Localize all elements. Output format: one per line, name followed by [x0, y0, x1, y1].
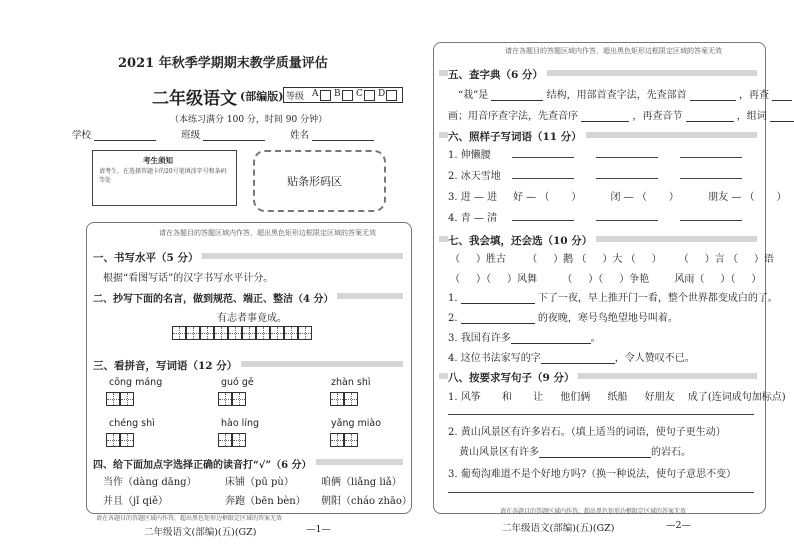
q6-pair-2-left: 闭 — （ — [610, 192, 647, 203]
q8-sentence-3: 3. 葡萄沟难道不是个好地方吗?（换一种说法，使句子意思不变） — [448, 469, 737, 480]
pinyin-grid-cell[interactable] — [344, 433, 358, 447]
subject-title: 二年级语文 — [152, 89, 237, 109]
q7-r2-t4: ）争艳 — [619, 274, 650, 285]
q7-r1-t3: ）大 — [602, 254, 623, 265]
q7-r2-p2: （ — [562, 274, 573, 285]
q5-blank-initial[interactable] — [581, 110, 629, 122]
q8-word-5: 纸船 — [607, 392, 628, 403]
q8-answer-line-3[interactable] — [448, 492, 754, 493]
right-footer: 二年级语文(部编)(五)(GZ) — [502, 523, 615, 534]
q8-answer-line-1[interactable] — [448, 414, 754, 415]
q6-blank-4a[interactable] — [512, 220, 574, 221]
q8-s2b-blank[interactable] — [539, 446, 651, 458]
q7-sentence-1 — [448, 289, 778, 304]
q5-line-1 — [458, 86, 792, 101]
copy-grid-cell[interactable] — [214, 326, 228, 340]
q2-title: 二、抄写下面的名言，做到规范、端正、整洁（4 分） — [93, 290, 337, 305]
q7-r2-t3: ）（ — [588, 274, 604, 285]
q7-r2-t5: 风雨（ — [674, 274, 705, 285]
edition-label: (部编版) — [240, 90, 284, 103]
pinyin-grid-cell[interactable] — [120, 392, 134, 406]
copy-grid-cell[interactable] — [270, 326, 284, 340]
q1-title: 一、书写水平（5 分） — [93, 250, 202, 265]
pinyin-4: chéng shì — [109, 418, 155, 429]
grade-a: A — [312, 89, 319, 99]
q8-sentence-2b — [459, 443, 691, 458]
q6-blank-1c[interactable] — [680, 157, 742, 158]
q4-item-1[interactable]: 当作（dàng dāng） — [103, 477, 197, 488]
pinyin-6: yǎng miào — [331, 418, 382, 429]
q6-pair-3-right: ） — [776, 192, 787, 203]
q6-blank-2a[interactable] — [512, 178, 574, 179]
pinyin-grid-cell[interactable] — [330, 433, 344, 447]
q5-text-1a: “栽”是 — [458, 90, 489, 101]
q5-blank-word[interactable] — [770, 110, 794, 122]
q7-r1-t1: ）胜古 — [476, 254, 506, 265]
q2-quote: 有志者事竟成。 — [217, 313, 287, 324]
q8-word-3: 让 — [533, 392, 544, 403]
grade-c: C — [356, 89, 363, 99]
left-warning: 请在各题目的答题区域内作答，超出黑色矩形边框限定区域的答案无效 — [159, 229, 376, 237]
grade-d: D — [378, 89, 386, 99]
q7-s3-end: 。 — [590, 333, 601, 344]
pinyin-1: cōng máng — [109, 377, 163, 388]
grade-b-checkbox[interactable] — [342, 90, 353, 101]
pinyin-3: zhàn shì — [331, 377, 371, 388]
q8-s2b-end: 的岩石。 — [651, 447, 691, 458]
q8-s2b-text: 黄山风景区有许多 — [459, 447, 539, 458]
grade-box — [283, 87, 403, 103]
q7-s3-text: 3. 我国有许多 — [448, 333, 511, 344]
pinyin-2: guó gē — [221, 377, 254, 388]
q7-r1-p2: （ — [527, 254, 538, 265]
notice-title: 考生须知 — [143, 156, 173, 165]
notice-box — [92, 150, 237, 206]
school-field[interactable] — [94, 129, 156, 141]
q7-s2-blank[interactable] — [461, 312, 535, 324]
q6-item-1: 1. 伸懒腰 — [448, 150, 491, 161]
pinyin-grid-cell[interactable] — [330, 392, 344, 406]
q4-item-4[interactable]: 并且（jǐ qiě） — [103, 496, 168, 507]
grade-d-checkbox[interactable] — [386, 90, 397, 101]
pinyin-5: hào líng — [221, 418, 260, 429]
left-answer-panel — [86, 222, 412, 514]
school-label: 学校 — [72, 130, 92, 141]
q6-pair-1-right: ） — [571, 192, 582, 203]
q7-r2-t6: ）（ — [720, 274, 736, 285]
notice-text: 请考生，在选择答题卡的20号笔填涂字号和条码等处 — [99, 168, 227, 184]
grade-label: 等级 — [286, 92, 305, 102]
q7-sentence-4 — [448, 349, 695, 364]
grade-b: B — [334, 89, 341, 99]
q7-r2-t7: ） — [751, 274, 762, 285]
q6-pair-1-left: 好 — （ — [513, 192, 550, 203]
q6-item-3: 3. 进 — 进 — [448, 192, 498, 203]
pinyin-grid-cell[interactable] — [232, 433, 246, 447]
pinyin-grid-cell[interactable] — [120, 433, 134, 447]
q5-text-1b: 结构，用部首查字法，先查部首 — [546, 90, 687, 101]
q7-r2-p1: （ — [450, 274, 460, 285]
q8-sentence-2: 2. 黄山风景区有许多岩石。（填上适当的词语，使句子更生动） — [448, 427, 726, 438]
q7-s4-blank[interactable] — [541, 352, 615, 364]
copy-grid-cell[interactable] — [298, 326, 312, 340]
q6-blank-1a[interactable] — [512, 157, 574, 158]
student-fields — [72, 127, 374, 141]
copy-grid-cell[interactable] — [256, 326, 270, 340]
q8-sentence-1 — [448, 388, 786, 403]
copy-grid-cell[interactable] — [284, 326, 298, 340]
q7-s1-text: 下了一夜，早上推开门一看，整个世界都变成白的了。 — [537, 293, 778, 304]
q7-s2-text: 的夜晚，寒号鸟绝望地号叫着。 — [537, 313, 678, 324]
left-bottom-warning: 请在各题目的答题区域内作答，超出黑色矩形边框限定区域的答案无效 — [96, 515, 283, 522]
q7-r2-t1: ）（ — [476, 274, 491, 285]
name-label: 姓名 — [290, 130, 310, 141]
pinyin-grid-cell[interactable] — [232, 392, 246, 406]
q8-title: 八、按要求写句子（9 分） — [448, 370, 578, 385]
q5-blank-strokes[interactable] — [772, 89, 792, 101]
q5-text-2a: 画；用音序查字法，先查音序 — [448, 111, 578, 122]
q4-item-3[interactable]: 咱俩（liǎng liǎ） — [321, 477, 402, 488]
q5-text-2c: ，组词 — [736, 111, 767, 122]
q5-text-2b: ，再查音节 — [632, 111, 683, 122]
q7-r1-t5: ）言 — [704, 254, 725, 265]
q7-s1-num: 1. — [448, 293, 458, 304]
q6-pair-2-right: ） — [668, 192, 679, 203]
q3-title: 三、看拼音，写词语（12 分） — [93, 358, 241, 373]
name-field[interactable] — [312, 129, 374, 141]
q4-item-6[interactable]: 朝阳（cháo zhāo） — [321, 496, 412, 507]
q8-word-1: 1. 风筝 — [448, 392, 481, 403]
q7-s2-num: 2. — [448, 313, 458, 324]
q7-r1-t4: ） — [651, 254, 662, 265]
copy-grid-cell[interactable] — [172, 326, 186, 340]
pinyin-grid-cell[interactable] — [218, 392, 232, 406]
q5-blank-syllable[interactable] — [686, 110, 734, 122]
copy-grid-cell[interactable] — [200, 326, 214, 340]
q6-blank-4b[interactable] — [596, 220, 658, 221]
q7-r1-p4: （ — [625, 254, 636, 265]
q6-row-3-pairs — [513, 188, 786, 203]
barcode-label: 贴条形码区 — [287, 175, 342, 188]
left-page-number: —1— — [306, 524, 332, 535]
q6-blank-4c[interactable] — [680, 220, 742, 221]
grade-a-checkbox[interactable] — [320, 90, 331, 101]
q7-r1-p6: （ — [727, 254, 738, 265]
pinyin-grid-cell[interactable] — [344, 392, 358, 406]
q7-s3-blank[interactable] — [511, 332, 591, 344]
class-field[interactable] — [203, 129, 265, 141]
q6-blank-2b[interactable] — [596, 178, 658, 179]
q4-item-2[interactable]: 床铺（pū pù） — [225, 477, 294, 488]
right-warning: 请在各题目的答题区域内作答，超出黑色矩形边框限定区域的答案无效 — [505, 47, 722, 55]
q7-title: 七、我会填，还会选（10 分） — [448, 233, 596, 248]
copy-grid-cell[interactable] — [228, 326, 242, 340]
q8-word-6: 好朋友 — [644, 392, 675, 403]
q5-line-2 — [448, 107, 794, 122]
q7-s1-blank[interactable] — [461, 292, 535, 304]
q7-s4-text: 4. 这位书法家写的字 — [448, 353, 541, 364]
right-page-number: —2— — [666, 520, 692, 531]
q7-sentence-2 — [448, 309, 678, 324]
exam-title: 2021 年秋季学期期末教学质量评估 — [118, 56, 328, 71]
q7-s4-end: ，令人赞叹不已。 — [614, 353, 695, 364]
q8-word-2: 和 — [501, 392, 512, 403]
class-label: 班级 — [181, 130, 201, 141]
q5-text-1c: ，再查 — [738, 90, 769, 101]
q6-item-4: 4. 青 — 清 — [448, 213, 498, 224]
q4-title: 四、给下面加点字选择正确的读音打“√”（6 分） — [93, 456, 316, 471]
q6-blank-1b[interactable] — [596, 157, 658, 158]
right-bottom-warning: 请在各题目的答题区域内作答，超出黑色矩形边框限定区域的答案无效 — [500, 508, 687, 515]
q7-r1-t2: ）鹅 — [553, 254, 574, 265]
q8-word-4: 他们俩 — [560, 392, 591, 403]
q7-r1-t6: ）语 — [753, 254, 774, 265]
grade-c-checkbox[interactable] — [364, 90, 375, 101]
q7-r1-p3: （ — [576, 254, 587, 265]
copy-grid-cell[interactable] — [186, 326, 200, 340]
left-footer: 二年级语文(部编)(五)(GZ) — [144, 527, 257, 538]
q6-title: 六、照样子写词语（11 分） — [448, 129, 586, 144]
pinyin-grid-cell[interactable] — [218, 433, 232, 447]
pinyin-grid-cell[interactable] — [106, 392, 120, 406]
q7-r2-t2: ）风舞 — [507, 274, 537, 285]
q8-word-7: 成了(连词成句加标点) — [687, 392, 786, 403]
q5-blank-radical[interactable] — [690, 89, 736, 101]
q7-r1-p1: （ — [450, 254, 460, 265]
q5-title: 五、查字典（6 分） — [448, 67, 547, 82]
copy-grid-cell[interactable] — [242, 326, 256, 340]
q7-sentence-3 — [448, 329, 601, 344]
barcode-area — [253, 150, 386, 212]
q7-row-2 — [450, 270, 761, 285]
pinyin-grid-cell[interactable] — [106, 433, 120, 447]
q6-blank-2c[interactable] — [680, 178, 742, 179]
q1-body: 根据“看图写话”的汉字书写水平计分。 — [103, 273, 274, 284]
q4-item-5[interactable]: 奔跑（bēn bèn） — [225, 496, 306, 507]
q7-row-1 — [450, 250, 774, 265]
exam-info: （本练习满分 100 分，时间 90 分钟） — [170, 115, 328, 125]
q6-item-2: 2. 冰天雪地 — [448, 171, 501, 182]
q6-pair-3-left: 朋友 — （ — [708, 192, 755, 203]
q5-blank-structure[interactable] — [491, 89, 543, 101]
q7-r1-p5: （ — [678, 254, 689, 265]
